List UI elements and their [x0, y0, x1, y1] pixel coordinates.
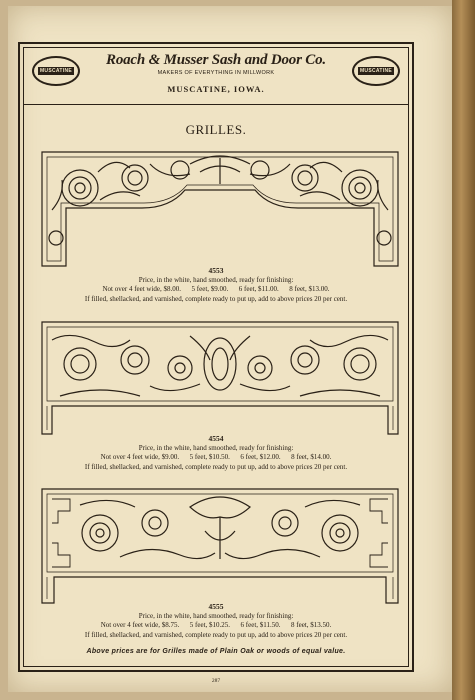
price-footnote: Above prices are for Grilles made of Plain Oak or woods of equal value.	[86, 648, 346, 655]
grille-4555-caption	[18, 602, 414, 640]
company-tagline: MAKERS OF EVERYTHING IN MILLWORK	[157, 70, 275, 76]
product-number: 4555	[208, 602, 224, 611]
price-line: Price, in the white, hand smoothed, ready for finishing:	[138, 611, 294, 620]
grille-4553-caption	[18, 266, 414, 304]
price-list: Not over 4 feet wide, $9.00. 5 feet, $10.50. 6 feet, $12.00. 8 feet, $14.00.	[100, 453, 332, 461]
muscatine-badge-left: MUSCATINE	[32, 56, 80, 86]
price-list: Not over 4 feet wide, $8.75. 5 feet, $10.25. 6 feet, $11.50. 8 feet, $13.50.	[100, 621, 332, 629]
page-title: GRILLES.	[185, 122, 247, 137]
finish-note: If filled, shellacked, and varnished, complete ready to put up, add to above prices 20 per cent.	[84, 462, 348, 471]
company-name: Roach & Musser Sash and Door Co.	[106, 52, 326, 68]
price-line: Price, in the white, hand smoothed, ready for finishing:	[138, 443, 294, 452]
book-spine	[452, 0, 475, 700]
grille-4553-illustration	[40, 150, 400, 268]
finish-note: If filled, shellacked, and varnished, complete ready to put up, add to above prices 20 per cent.	[84, 294, 348, 303]
grille-4554-caption	[18, 434, 414, 472]
price-line: Price, in the white, hand smoothed, ready for finishing:	[138, 275, 294, 284]
letterhead	[18, 46, 414, 102]
grille-4554-illustration	[40, 320, 400, 436]
product-number: 4554	[208, 434, 224, 443]
grille-4555-illustration	[40, 487, 400, 605]
company-city: MUSCATINE, IOWA.	[167, 84, 265, 94]
product-number: 4553	[208, 266, 224, 275]
price-list: Not over 4 feet wide, $8.00. 5 feet, $9.00. 6 feet, $11.00. 8 feet, $13.00.	[102, 285, 330, 293]
muscatine-badge-right: MUSCATINE	[352, 56, 400, 86]
header-rule	[24, 104, 408, 105]
page-number: 287	[211, 678, 221, 684]
finish-note: If filled, shellacked, and varnished, complete ready to put up, add to above prices 20 per cent.	[84, 630, 348, 639]
